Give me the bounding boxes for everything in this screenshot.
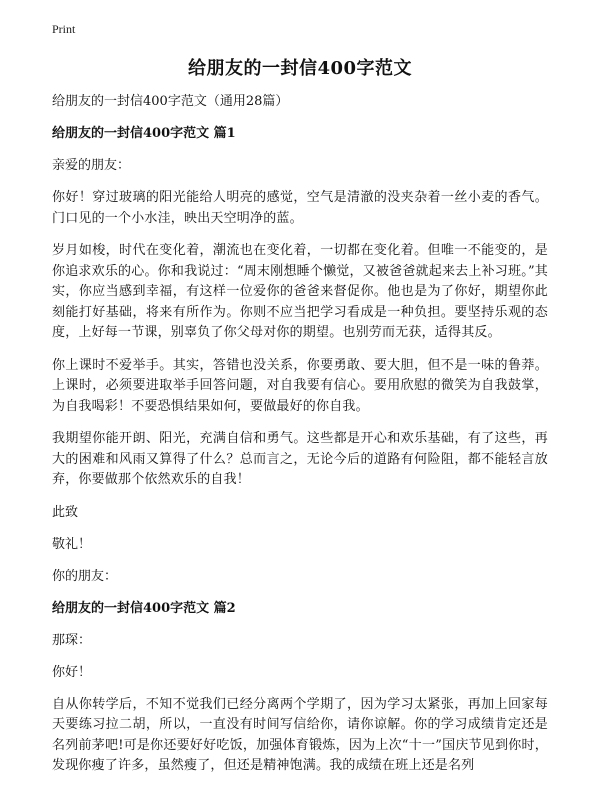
paragraph: 岁月如梭，时代在变化着，潮流也在变化着，一切都在变化着。但唯一不能变的，是你追求欢乐的心。你和我说过：“周末刚想睡个懒觉，又被爸爸就起来去上补习班。”其实，你应当感到幸福，有这样一位爱你的爸爸来督促你。他也是为了你好，期望你此刻能打好基础，将来有所作为。你则不应当把学习看成是一种负担。要坚持乐观的态度，上好每一节课，别辜负了你父母对你的期望。也别劳而无获，适得其反。 <box>52 243 548 340</box>
section-heading-2: 给朋友的一封信400字范文 篇2 <box>52 600 236 616</box>
print-link[interactable]: Print <box>52 22 76 36</box>
paragraph: 你好！穿过玻璃的阳光能给人明亮的感觉，空气是清澈的没夹杂着一丝小麦的香气。门口见的一个小水洼，映出天空明净的蓝。 <box>52 190 548 226</box>
paragraph: 你上课时不爱举手。其实，答错也没关系，你要勇敢、要大胆，但不是一味的鲁莽。上课时，必须要进取举手回答问题，对自我要有信心。要用欣慰的微笑为自我鼓掌，为自我喝彩！不要恐惧结果如何，要做最好的你自我。 <box>52 357 548 414</box>
section-heading-1: 给朋友的一封信400字范文 篇1 <box>52 126 236 141</box>
closing-line: 敬礼！ <box>52 536 92 552</box>
document-subtitle: 给朋友的一封信400字范文（通用28篇） <box>52 94 289 109</box>
paragraph: 自从你转学后，不知不觉我们已经分离两个学期了，因为学习太紧张，再加上回家每天要练习拉二胡，所以，一直没有时间写信给你，请你谅解。你的学习成绩肯定还是名列前茅吧!可是你还要好好吃饭，加强体育锻炼，因为上次“十一”国庆节见到你时，发现你瘦了许多，虽然瘦了，但还是精神饱满。我的成绩在班上还是名列 <box>52 696 548 773</box>
paragraph: 我期望你能开朗、阳光，充满自信和勇气。这些都是开心和欢乐基础，有了这些，再大的困难和风雨又算得了什么？总而言之，无论今后的道路有何险阻，都不能轻言放弃，你要做那个依然欢乐的自我！ <box>52 431 548 487</box>
salutation-2: 那琛： <box>52 632 92 648</box>
greeting: 你好！ <box>52 664 92 680</box>
salutation-1: 亲爱的朋友： <box>52 158 131 173</box>
page-title: 给朋友的一封信400字范文 <box>187 58 413 79</box>
signature: 你的朋友： <box>52 568 118 584</box>
document-body <box>52 92 548 789</box>
closing-line: 此致 <box>52 504 79 520</box>
